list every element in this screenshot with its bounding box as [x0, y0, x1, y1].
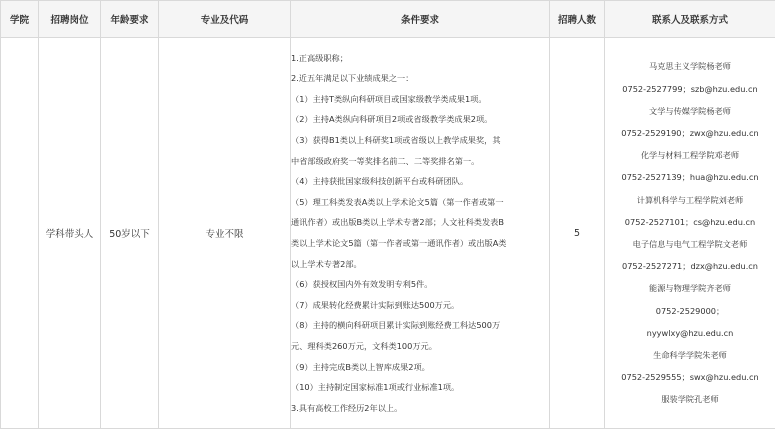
- contact-line: 马克思主义学院杨老师: [605, 55, 775, 77]
- contact-line: nyywlxy@hzu.edu.cn: [605, 322, 775, 344]
- condition-line: （7）成果转化经费累计实际到账达500万元。: [291, 295, 549, 316]
- header-age: 年龄要求: [101, 1, 159, 38]
- contact-line: 0752-2529555；swx@hzu.edu.cn: [605, 366, 775, 388]
- header-contact: 联系人及联系方式: [605, 1, 775, 38]
- condition-line: （4）主持获批国家级科技创新平台或科研团队。: [291, 171, 549, 192]
- condition-line: （5）理工科类发表A类以上学术论文5篇（第一作者或第一: [291, 192, 549, 213]
- contact-line: 0752-2529000；: [605, 300, 775, 322]
- contact-line: 0752-2527139；hua@hzu.edu.cn: [605, 166, 775, 188]
- contact-line: 0752-2527799；szb@hzu.edu.cn: [605, 78, 775, 100]
- header-conditions: 条件要求: [291, 1, 550, 38]
- condition-line: 2.近五年满足以下业绩成果之一：: [291, 68, 549, 89]
- condition-line: （1）主持T类纵向科研项目或国家级教学类成果1项。: [291, 89, 549, 110]
- cell-contacts: [605, 38, 775, 429]
- condition-line: （10）主持制定国家标准1项或行业标准1项。: [291, 377, 549, 398]
- cell-count: 5: [550, 38, 605, 429]
- cell-age: 50岁以下: [101, 38, 159, 429]
- cell-position: 学科带头人: [39, 38, 101, 429]
- header-row: [1, 1, 775, 38]
- condition-line: （3）获得B1类以上科研奖1项或省级以上教学成果奖，其: [291, 130, 549, 151]
- contact-line: 0752-2527101；cs@hzu.edu.cn: [605, 211, 775, 233]
- header-count: 招聘人数: [550, 1, 605, 38]
- condition-line: 中省部级政府奖一等奖排名前二、二等奖排名第一。: [291, 151, 549, 172]
- header-college: 学院: [1, 1, 39, 38]
- contact-line: 计算机科学与工程学院刘老师: [605, 189, 775, 211]
- table-row: [1, 38, 775, 429]
- contact-line: 文学与传媒学院杨老师: [605, 100, 775, 122]
- contact-line: 能源与物理学院齐老师: [605, 277, 775, 299]
- contact-line: 0752-2527271；dzx@hzu.edu.cn: [605, 255, 775, 277]
- contact-line: 电子信息与电气工程学院文老师: [605, 233, 775, 255]
- condition-line: 通讯作者）或出版B类以上学术专著2部；人文社科类发表B: [291, 212, 549, 233]
- contact-line: 0752-2529190；zwx@hzu.edu.cn: [605, 122, 775, 144]
- condition-line: （8）主持的横向科研项目累计实际到账经费工科达500万: [291, 315, 549, 336]
- cell-major: 专业不限: [159, 38, 291, 429]
- contact-line: 生命科学学院朱老师: [605, 344, 775, 366]
- contact-line: 化学与材料工程学院邓老师: [605, 144, 775, 166]
- condition-line: 1.正高级职称；: [291, 48, 549, 69]
- cell-conditions: [291, 38, 550, 429]
- condition-line: 3.具有高校工作经历2年以上。: [291, 398, 549, 419]
- condition-line: （2）主持A类纵向科研项目2项或省级教学类成果2项。: [291, 109, 549, 130]
- condition-line: （9）主持完成B类以上智库成果2项。: [291, 357, 549, 378]
- condition-line: 元、理科类260万元，文科类100万元。: [291, 336, 549, 357]
- condition-line: 类以上学术论文5篇（第一作者或第一通讯作者）或出版A类: [291, 233, 549, 254]
- contact-line: 服装学院孔老师: [605, 388, 775, 410]
- condition-line: （6）获授权国内外有效发明专利5件。: [291, 274, 549, 295]
- cell-college: [1, 38, 39, 429]
- header-position: 招聘岗位: [39, 1, 101, 38]
- condition-line: 以上学术专著2部。: [291, 254, 549, 275]
- header-major: 专业及代码: [159, 1, 291, 38]
